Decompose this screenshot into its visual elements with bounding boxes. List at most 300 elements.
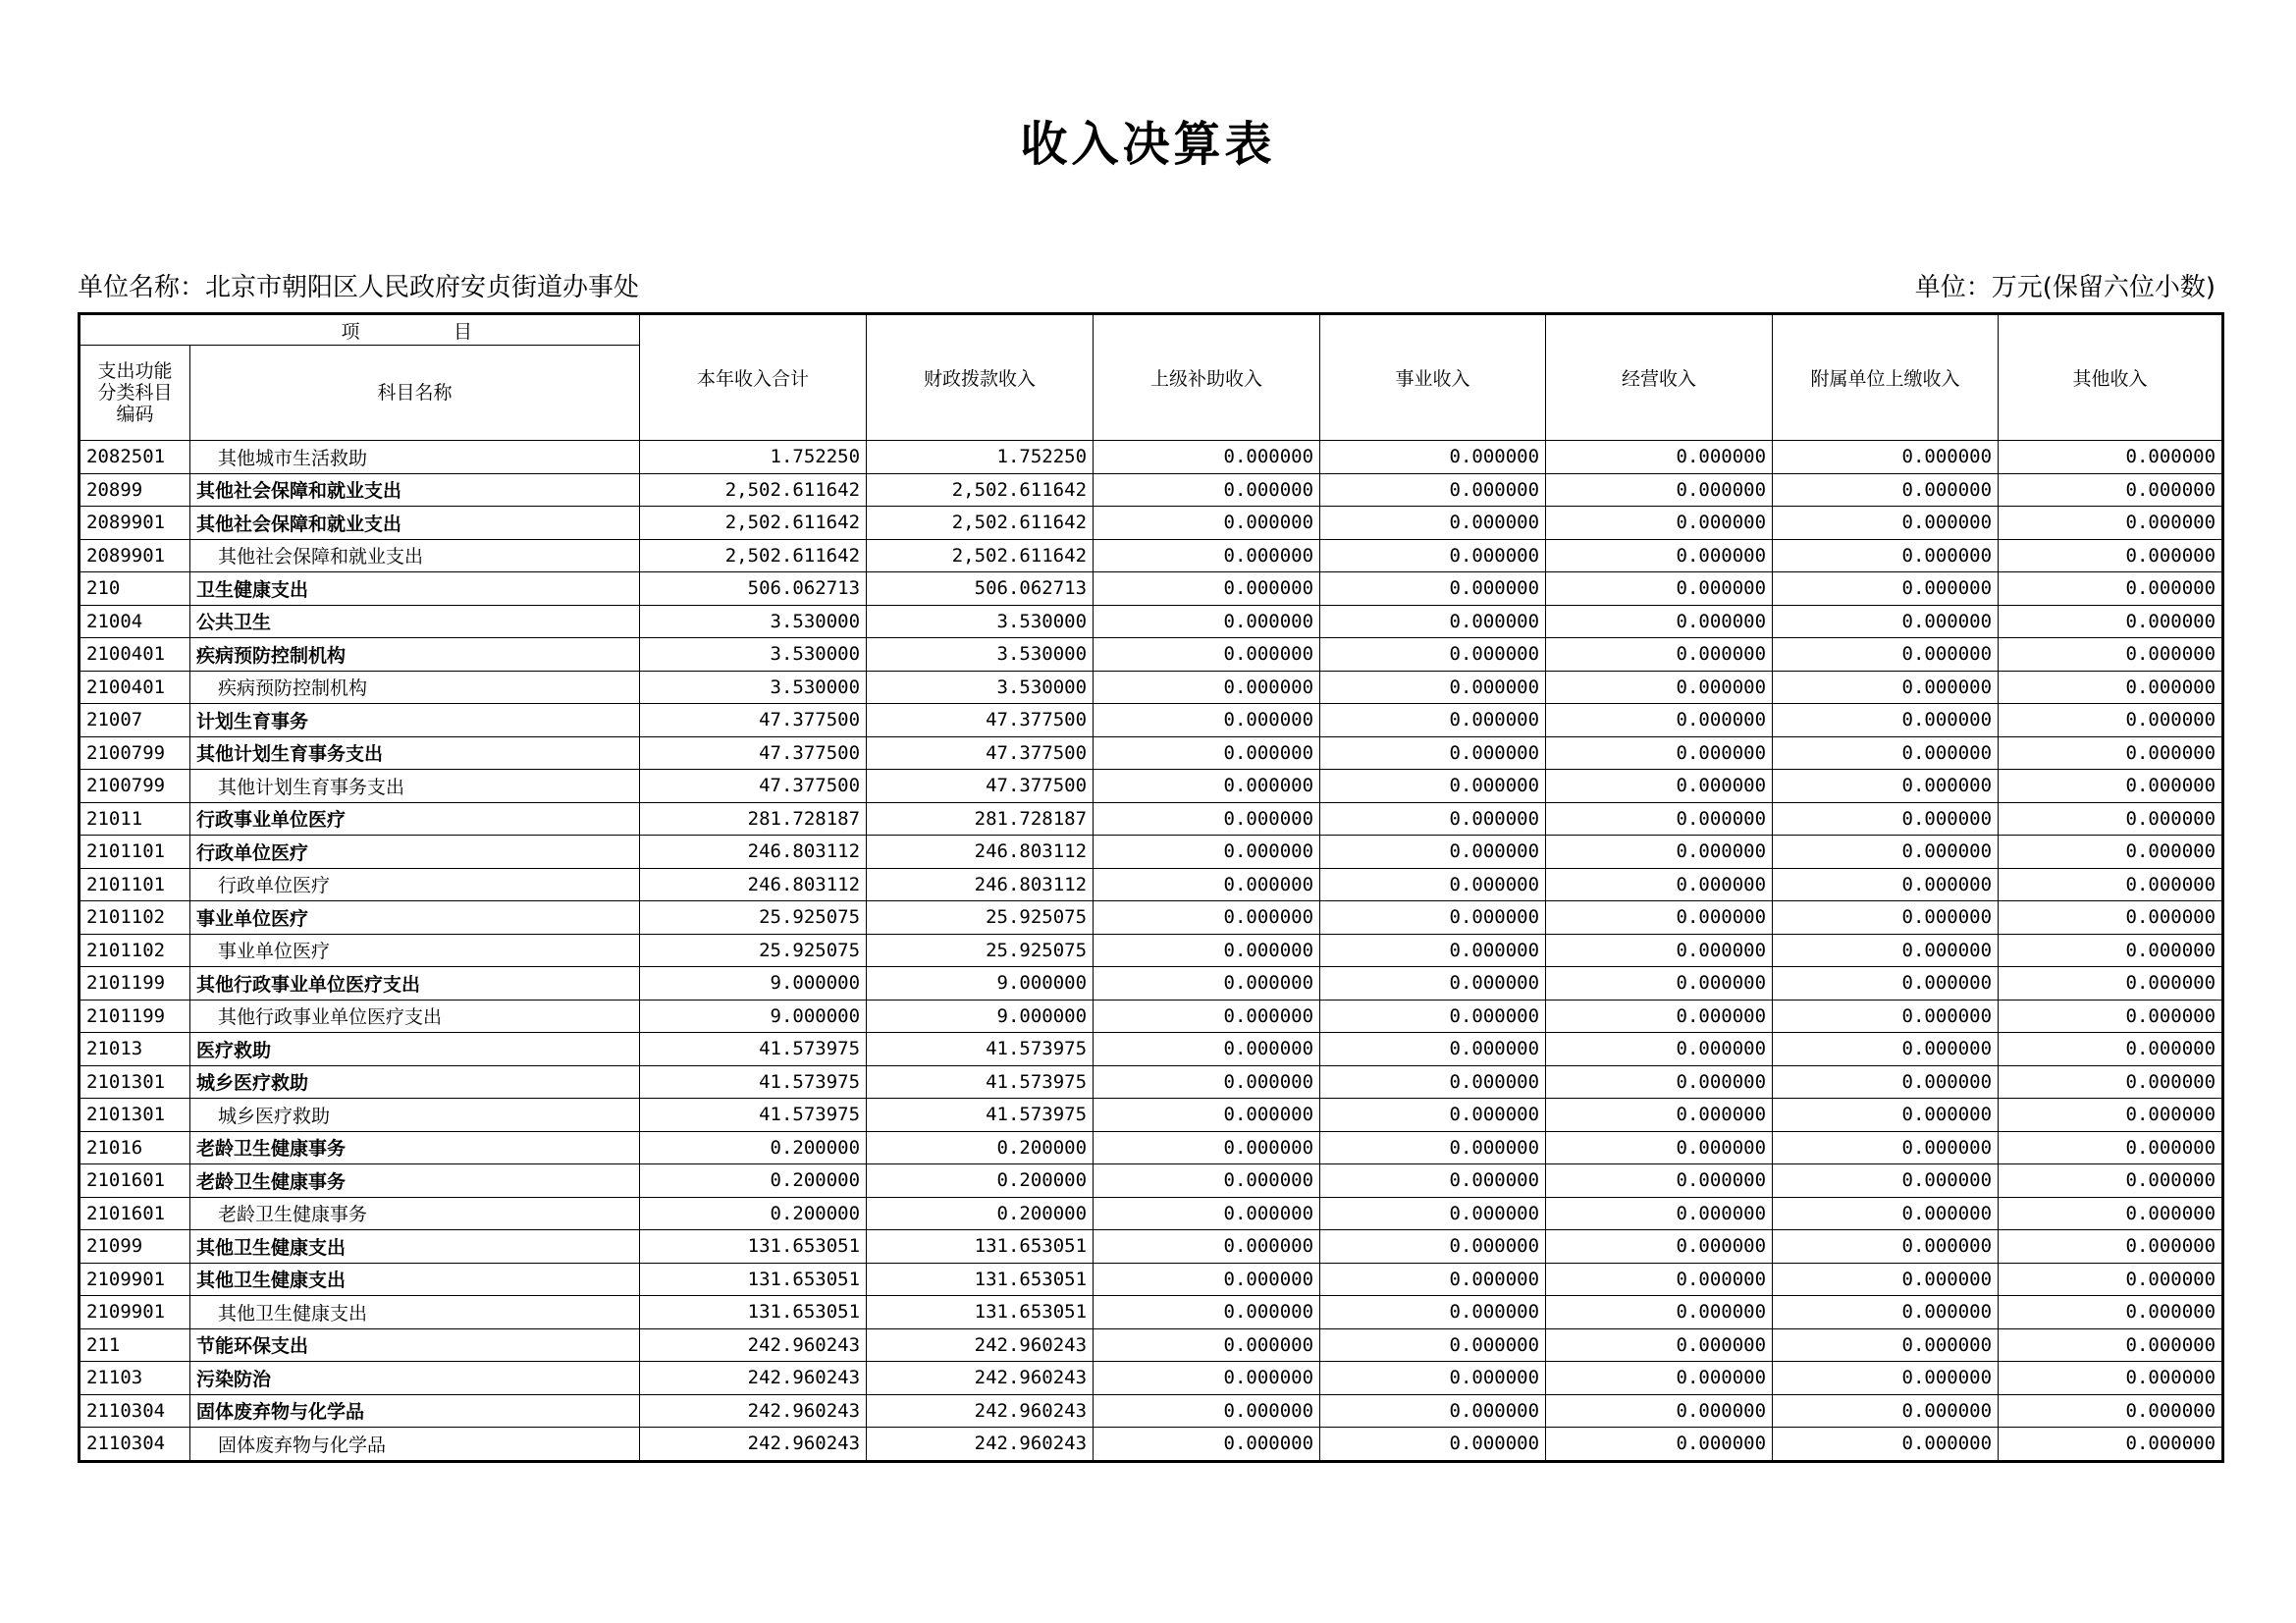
row-value: 0.000000 [1773,507,1999,540]
row-value: 0.000000 [1773,1394,1999,1428]
row-value: 47.377500 [640,770,867,803]
row-name: 其他社会保障和就业支出 [190,507,640,540]
row-value: 0.000000 [1999,736,2223,770]
row-code: 2082501 [80,441,190,474]
unit-label: 单位：万元(保留六位小数) [1914,273,2216,302]
row-name: 计划生育事务 [190,704,640,737]
row-value: 0.000000 [1773,572,1999,606]
row-value: 0.000000 [1094,1000,1320,1033]
row-value: 0.000000 [1773,868,1999,901]
row-value: 0.000000 [1999,1000,2223,1033]
row-value: 0.000000 [1094,1164,1320,1198]
row-value: 0.000000 [1546,1362,1773,1395]
row-value: 0.000000 [1094,1394,1320,1428]
row-value: 0.000000 [1773,901,1999,935]
row-value: 0.000000 [1320,1033,1546,1066]
row-value: 0.000000 [1773,1099,1999,1132]
row-value: 0.000000 [1773,473,1999,507]
row-value: 0.000000 [1546,441,1773,474]
table-row [80,1296,2223,1329]
row-value: 242.960243 [867,1428,1094,1462]
row-value: 0.000000 [1094,868,1320,901]
table-row [80,1362,2223,1395]
row-value: 0.000000 [1773,1296,1999,1329]
row-value: 0.000000 [1999,1263,2223,1296]
row-value: 506.062713 [640,572,867,606]
row-value: 0.000000 [1773,539,1999,572]
table-row [80,507,2223,540]
row-value: 0.000000 [1320,934,1546,967]
row-value: 0.000000 [1546,605,1773,638]
row-value: 0.000000 [1773,704,1999,737]
row-value: 0.000000 [1546,1000,1773,1033]
row-value: 1.752250 [867,441,1094,474]
row-value: 0.000000 [1546,572,1773,606]
row-value: 0.000000 [1546,934,1773,967]
table-row [80,1033,2223,1066]
row-code: 21099 [80,1230,190,1264]
row-value: 0.000000 [1773,638,1999,672]
row-value: 0.000000 [1320,539,1546,572]
row-value: 131.653051 [640,1230,867,1264]
row-value: 0.000000 [1773,1362,1999,1395]
project-header [80,314,640,346]
row-code: 2101601 [80,1197,190,1230]
row-code: 210 [80,572,190,606]
row-name: 卫生健康支出 [190,572,640,606]
row-name: 事业单位医疗 [190,934,640,967]
row-value: 47.377500 [640,736,867,770]
row-value: 0.000000 [1999,671,2223,704]
row-value: 41.573975 [640,1099,867,1132]
row-value: 0.000000 [1546,539,1773,572]
row-value: 2,502.611642 [867,539,1094,572]
row-value: 0.000000 [1094,572,1320,606]
row-value: 0.000000 [1094,1296,1320,1329]
row-name: 固体废弃物与化学品 [190,1428,640,1462]
row-name: 医疗救助 [190,1033,640,1066]
row-value: 25.925075 [640,934,867,967]
row-value: 0.000000 [1320,473,1546,507]
col-header-affiliated: 附属单位上缴收入 [1773,314,1999,441]
row-value: 0.000000 [1773,1164,1999,1198]
row-value: 0.000000 [1094,507,1320,540]
row-name: 固体废弃物与化学品 [190,1394,640,1428]
row-value: 0.000000 [1546,901,1773,935]
row-value: 0.000000 [1999,1197,2223,1230]
row-value: 0.000000 [1320,704,1546,737]
row-value: 131.653051 [867,1296,1094,1329]
row-value: 0.000000 [1546,836,1773,869]
row-value: 0.000000 [1546,507,1773,540]
row-value: 0.000000 [1546,671,1773,704]
row-value: 0.000000 [1094,605,1320,638]
row-value: 0.000000 [1546,1328,1773,1362]
row-value: 0.000000 [1773,736,1999,770]
row-value: 0.000000 [1999,836,2223,869]
row-name: 行政单位医疗 [190,868,640,901]
row-value: 0.200000 [640,1131,867,1164]
table-row [80,671,2223,704]
row-code: 2089901 [80,507,190,540]
row-value: 3.530000 [867,638,1094,672]
row-code: 2101199 [80,967,190,1001]
row-value: 131.653051 [867,1263,1094,1296]
col-header-business: 事业收入 [1320,314,1546,441]
row-value: 0.000000 [1094,1362,1320,1395]
table-row [80,704,2223,737]
row-value: 0.000000 [1320,605,1546,638]
row-value: 2,502.611642 [867,507,1094,540]
row-value: 0.000000 [1773,802,1999,836]
row-value: 9.000000 [640,1000,867,1033]
table-row [80,539,2223,572]
row-code: 2101301 [80,1099,190,1132]
row-value: 0.000000 [1999,473,2223,507]
row-value: 0.000000 [1094,934,1320,967]
row-value: 0.000000 [1094,1428,1320,1462]
row-value: 0.000000 [1546,802,1773,836]
table-row [80,770,2223,803]
table-row [80,1164,2223,1198]
row-value: 0.000000 [1773,1230,1999,1264]
row-code: 211 [80,1328,190,1362]
row-value: 0.000000 [1320,1428,1546,1462]
row-value: 0.000000 [1094,1131,1320,1164]
row-value: 0.000000 [1546,770,1773,803]
row-code: 21004 [80,605,190,638]
row-value: 0.000000 [1999,802,2223,836]
row-value: 0.000000 [1546,1033,1773,1066]
row-value: 41.573975 [867,1065,1094,1099]
table-row [80,1263,2223,1296]
row-value: 0.000000 [1320,967,1546,1001]
row-value: 3.530000 [867,605,1094,638]
row-value: 0.000000 [1999,967,2223,1001]
code-header-text: 支出功能分类科目编码 [97,360,173,425]
project-header-left: 项 [341,320,360,343]
table-row [80,1394,2223,1428]
row-value: 0.000000 [1320,1099,1546,1132]
row-code: 21016 [80,1131,190,1164]
table-row [80,1197,2223,1230]
row-code: 2110304 [80,1394,190,1428]
row-value: 0.000000 [1773,1065,1999,1099]
row-value: 0.000000 [1546,868,1773,901]
row-value: 0.000000 [1999,1164,2223,1198]
row-value: 0.000000 [1773,1197,1999,1230]
row-value: 0.000000 [1320,1131,1546,1164]
row-value: 0.000000 [1773,1428,1999,1462]
row-value: 0.000000 [1320,1362,1546,1395]
row-value: 0.000000 [1773,441,1999,474]
row-value: 0.000000 [1320,1230,1546,1264]
row-value: 131.653051 [640,1263,867,1296]
row-value: 9.000000 [640,967,867,1001]
row-value: 0.000000 [1094,1033,1320,1066]
row-value: 0.000000 [1999,704,2223,737]
row-value: 0.000000 [1320,901,1546,935]
row-value: 0.000000 [1999,1033,2223,1066]
row-value: 0.000000 [1320,770,1546,803]
income-table [78,312,2224,1463]
row-value: 0.000000 [1546,1131,1773,1164]
row-value: 0.000000 [1773,1263,1999,1296]
row-value: 0.000000 [1094,736,1320,770]
row-value: 2,502.611642 [640,539,867,572]
row-value: 0.000000 [1320,1164,1546,1198]
row-code: 2101601 [80,1164,190,1198]
row-name: 其他卫生健康支出 [190,1230,640,1264]
row-value: 3.530000 [640,605,867,638]
row-name: 其他卫生健康支出 [190,1296,640,1329]
row-value: 0.000000 [1999,901,2223,935]
row-value: 0.000000 [1320,671,1546,704]
row-value: 0.200000 [640,1164,867,1198]
row-value: 0.000000 [1999,1328,2223,1362]
row-value: 0.000000 [1546,1197,1773,1230]
row-name: 城乡医疗救助 [190,1099,640,1132]
row-code: 2110304 [80,1428,190,1462]
row-value: 0.000000 [1999,1065,2223,1099]
row-value: 0.000000 [1546,1230,1773,1264]
row-value: 0.000000 [1773,836,1999,869]
row-value: 246.803112 [867,868,1094,901]
row-code: 2100401 [80,638,190,672]
row-value: 0.000000 [1773,1000,1999,1033]
row-value: 0.000000 [1999,1394,2223,1428]
row-name: 城乡医疗救助 [190,1065,640,1099]
row-value: 0.000000 [1094,967,1320,1001]
row-value: 242.960243 [640,1362,867,1395]
row-code: 2101101 [80,868,190,901]
row-code: 21013 [80,1033,190,1066]
code-header [80,346,190,441]
row-value: 0.000000 [1094,1230,1320,1264]
row-value: 41.573975 [867,1033,1094,1066]
table-row [80,1230,2223,1264]
row-value: 0.000000 [1546,1263,1773,1296]
row-value: 41.573975 [640,1033,867,1066]
row-code: 2100401 [80,671,190,704]
row-code: 20899 [80,473,190,507]
table-row [80,836,2223,869]
row-name: 其他计划生育事务支出 [190,736,640,770]
row-value: 242.960243 [640,1428,867,1462]
row-value: 2,502.611642 [640,507,867,540]
row-value: 0.000000 [1320,1065,1546,1099]
row-value: 0.000000 [1320,1394,1546,1428]
row-value: 47.377500 [867,770,1094,803]
row-value: 246.803112 [867,836,1094,869]
row-value: 0.000000 [1094,1197,1320,1230]
row-value: 0.000000 [1546,1065,1773,1099]
row-value: 0.000000 [1999,605,2223,638]
row-value: 0.000000 [1094,671,1320,704]
row-value: 2,502.611642 [867,473,1094,507]
row-value: 47.377500 [867,704,1094,737]
row-value: 0.000000 [1320,441,1546,474]
row-value: 0.000000 [1094,901,1320,935]
row-name: 事业单位医疗 [190,901,640,935]
row-value: 9.000000 [867,967,1094,1001]
row-name: 节能环保支出 [190,1328,640,1362]
table-row [80,901,2223,935]
row-value: 0.000000 [1094,638,1320,672]
row-value: 0.000000 [1320,1263,1546,1296]
row-value: 0.000000 [1999,1131,2223,1164]
row-value: 0.000000 [1999,934,2223,967]
page-title: 收入决算表 [1020,117,1276,172]
row-code: 2101102 [80,934,190,967]
row-value: 0.000000 [1773,967,1999,1001]
row-code: 2101102 [80,901,190,935]
row-value: 281.728187 [640,802,867,836]
row-value: 0.000000 [1320,836,1546,869]
row-value: 0.000000 [1999,1362,2223,1395]
row-value: 0.000000 [1773,671,1999,704]
row-value: 41.573975 [867,1099,1094,1132]
row-name: 疾病预防控制机构 [190,638,640,672]
row-value: 242.960243 [867,1328,1094,1362]
table-row [80,1099,2223,1132]
row-value: 0.000000 [1999,868,2223,901]
row-value: 0.000000 [1999,572,2223,606]
row-value: 0.000000 [1094,473,1320,507]
row-name: 其他计划生育事务支出 [190,770,640,803]
row-value: 0.000000 [1546,638,1773,672]
row-value: 0.000000 [1320,1000,1546,1033]
row-value: 0.000000 [1999,1428,2223,1462]
row-value: 0.000000 [1320,1296,1546,1329]
row-value: 0.000000 [1320,507,1546,540]
col-header-superior-subsidy: 上级补助收入 [1094,314,1320,441]
row-value: 0.000000 [1773,1033,1999,1066]
row-code: 2101301 [80,1065,190,1099]
row-value: 0.000000 [1094,770,1320,803]
row-value: 3.530000 [867,671,1094,704]
row-value: 0.000000 [1320,572,1546,606]
row-name: 行政事业单位医疗 [190,802,640,836]
row-value: 242.960243 [867,1394,1094,1428]
row-value: 0.000000 [1094,836,1320,869]
row-value: 246.803112 [640,868,867,901]
table-row [80,1428,2223,1462]
row-value: 0.000000 [1320,802,1546,836]
row-name: 老龄卫生健康事务 [190,1197,640,1230]
row-value: 47.377500 [640,704,867,737]
row-value: 2,502.611642 [640,473,867,507]
col-header-total: 本年收入合计 [640,314,867,441]
row-code: 2109901 [80,1296,190,1329]
row-value: 242.960243 [640,1328,867,1362]
row-value: 0.000000 [1546,967,1773,1001]
row-value: 25.925075 [867,901,1094,935]
table-row [80,967,2223,1001]
row-value: 0.000000 [1773,605,1999,638]
row-value: 41.573975 [640,1065,867,1099]
row-value: 0.000000 [1546,704,1773,737]
table-row [80,736,2223,770]
row-code: 21007 [80,704,190,737]
table-row [80,473,2223,507]
row-name: 老龄卫生健康事务 [190,1164,640,1198]
row-name: 疾病预防控制机构 [190,671,640,704]
row-value: 0.000000 [1773,770,1999,803]
unit-name: 单位名称：北京市朝阳区人民政府安贞街道办事处 [78,273,640,302]
row-code: 2109901 [80,1263,190,1296]
row-value: 0.000000 [1546,736,1773,770]
table-row [80,802,2223,836]
row-value: 242.960243 [640,1394,867,1428]
col-header-fiscal: 财政拨款收入 [867,314,1094,441]
row-value: 131.653051 [867,1230,1094,1264]
table-row [80,1328,2223,1362]
row-value: 0.200000 [867,1197,1094,1230]
row-value: 0.000000 [1546,473,1773,507]
row-code: 21103 [80,1362,190,1395]
row-value: 0.200000 [867,1164,1094,1198]
row-value: 506.062713 [867,572,1094,606]
row-value: 0.000000 [1999,441,2223,474]
row-value: 0.000000 [1999,770,2223,803]
table-row [80,441,2223,474]
row-value: 3.530000 [640,671,867,704]
row-value: 0.000000 [1773,1328,1999,1362]
table-body [80,441,2223,1462]
row-value: 281.728187 [867,802,1094,836]
name-header: 科目名称 [190,346,640,441]
row-name: 其他卫生健康支出 [190,1263,640,1296]
row-value: 0.000000 [1320,638,1546,672]
row-value: 0.000000 [1094,802,1320,836]
row-code: 2089901 [80,539,190,572]
row-value: 0.000000 [1094,704,1320,737]
row-value: 0.000000 [1773,1131,1999,1164]
row-name: 其他城市生活救助 [190,441,640,474]
table-row [80,605,2223,638]
table-row [80,868,2223,901]
row-name: 其他行政事业单位医疗支出 [190,967,640,1001]
row-name: 行政单位医疗 [190,836,640,869]
row-code: 2101199 [80,1000,190,1033]
row-name: 公共卫生 [190,605,640,638]
row-value: 0.000000 [1546,1394,1773,1428]
row-value: 25.925075 [640,901,867,935]
row-name: 老龄卫生健康事务 [190,1131,640,1164]
row-value: 0.000000 [1999,1296,2223,1329]
col-header-operating: 经营收入 [1546,314,1773,441]
project-header-right: 目 [454,320,473,343]
row-value: 1.752250 [640,441,867,474]
row-name: 其他行政事业单位医疗支出 [190,1000,640,1033]
row-value: 0.000000 [1999,507,2223,540]
col-header-other: 其他收入 [1999,314,2223,441]
row-value: 0.000000 [1094,1065,1320,1099]
row-value: 0.000000 [1320,868,1546,901]
row-value: 0.000000 [1999,1099,2223,1132]
row-value: 0.000000 [1999,539,2223,572]
row-value: 47.377500 [867,736,1094,770]
table-row [80,638,2223,672]
table-row [80,1065,2223,1099]
row-value: 0.000000 [1320,1328,1546,1362]
row-value: 0.200000 [640,1197,867,1230]
row-value: 0.000000 [1094,441,1320,474]
row-code: 21011 [80,802,190,836]
row-value: 9.000000 [867,1000,1094,1033]
row-value: 0.000000 [1999,1230,2223,1264]
